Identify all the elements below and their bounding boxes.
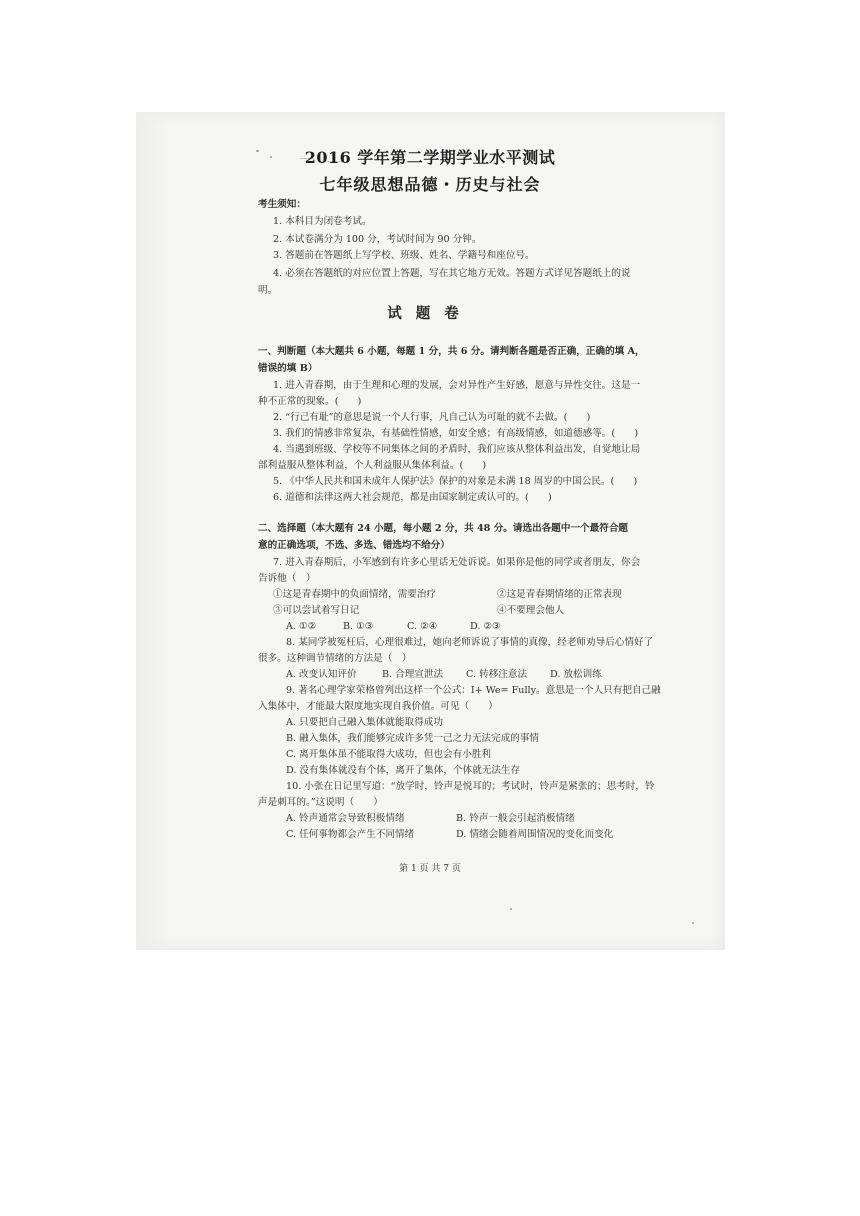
question-line: 9. 著名心理学家荣格曾列出这样一个公式：I+ We= Fully。意思是一个人只有把自己融 (286, 685, 661, 696)
section2-heading: 意的正确选项，不选、多选、错选均不给分） (258, 540, 450, 551)
section1-heading: 错误的填 B） (258, 363, 318, 374)
question-line: 3. 我们的情感非常复杂，有基础性情感，如安全感；有高级情感，如道德感等。( ) (273, 428, 639, 439)
answer-choice: B. ①③ (343, 621, 374, 632)
question-line: 很多。这种调节情绪的方法是（ ） (258, 653, 412, 664)
question-line: 部利益服从整体利益，个人利益服从集体利益。( ) (258, 460, 487, 471)
answer-choice: A. 只要把自己融入集体就能取得成功 (286, 717, 443, 728)
answer-choice: B. 合理宣泄法 (382, 669, 444, 680)
answer-choice: B. 铃声一般会引起消极情绪 (456, 813, 575, 824)
question-line: 10. 小张在日记里写道：“放学时，铃声是悦耳的；考试时，铃声是紧张的；思考时，铃 (286, 781, 655, 792)
answer-choice: C. 任何事物都会产生不同情绪 (286, 829, 415, 840)
question-line: 1. 进入青春期，由于生理和心理的发展，会对异性产生好感，愿意与异性交往。这是一 (273, 380, 641, 391)
option-line: ①这是青春期中的负面情绪，需要治疗 (273, 589, 437, 600)
answer-choice: D. 情绪会随着周围情况的变化而变化 (456, 829, 614, 840)
exam-title: 2016 学年第二学期学业水平测试 (304, 148, 556, 167)
answer-choice: D. 没有集体就没有个体，离开了集体，个体就无法生存 (286, 765, 521, 776)
question-line: 4. 当遇到班级、学校等不同集体之间的矛盾时，我们应该从整体利益出发，自觉地让局 (273, 444, 641, 455)
question-line: 6. 道德和法律这两大社会规范，都是由国家制定或认可的。( ) (273, 492, 552, 503)
option-line: ③可以尝试着写日记 (273, 605, 360, 616)
answer-choice: B. 融入集体，我们能够完成许多凭一己之力无法完成的事情 (286, 733, 539, 744)
answer-choice: D. 放松训练 (550, 669, 602, 680)
question-line: 种不正常的现象。( ) (258, 396, 362, 407)
section1-heading: 一、判断题（本大题共 6 小题，每题 1 分，共 6 分。请判断各题是否正确，正确的填 A， (258, 346, 645, 357)
notice-item: 2. 本试卷满分为 100 分，考试时间为 90 分钟。 (273, 234, 482, 245)
notice-item: 明。 (258, 285, 278, 296)
answer-choice: A. 改变认知评价 (286, 669, 357, 680)
answer-choice: A. 铃声通常会导致积极情绪 (286, 813, 405, 824)
option-line: ④不要理会他人 (497, 605, 565, 616)
notice-item: 1. 本科目为闭卷考试。 (273, 216, 372, 227)
scan-shadow (136, 112, 170, 950)
question-line: 5. 《中华人民共和国未成年人保护法》保护的对象是未满 18 周岁的中国公民。( ) (273, 476, 638, 487)
notice-item: 4. 必须在答题纸的对应位置上答题，写在其它地方无效。答题方式详见答题纸上的说 (273, 268, 631, 279)
question-line: 声是刺耳的。”这说明（ ） (258, 797, 383, 808)
answer-choice: C. 转移注意法 (466, 669, 528, 680)
answer-choice: C. ②④ (407, 621, 438, 632)
exam-subtitle: 七年级思想品德・历史与社会 (319, 175, 541, 194)
scan-noise (692, 922, 694, 924)
question-line: 入集体中，才能最大限度地实现自我价值。可见（ ） (258, 701, 498, 712)
notice-heading: 考生须知： (258, 199, 306, 210)
answer-choice: C. 离开集体虽不能取得大成功，但也会有小胜利 (286, 749, 491, 760)
option-line: ②这是青春期情绪的正常表现 (497, 589, 622, 600)
question-line: 8. 某同学被冤枉后，心理很难过，她向老师诉说了事情的真像，经老师劝导后心情好了 (286, 637, 654, 648)
notice-item: 3. 答题前在答题纸上写学校、班级、姓名、学籍号和座位号。 (273, 250, 535, 261)
question-line: 7. 进入青春期后，小军感到有许多心里话无处诉说。如果你是他的同学或者朋友，你会 (273, 557, 641, 568)
page-number: 第 1 页 共 7 页 (399, 864, 461, 874)
answer-choice: A. ①② (286, 621, 317, 632)
paper-title: 试题卷 (387, 305, 473, 322)
scan-noise (510, 908, 512, 910)
section2-heading: 二、选择题（本大题有 24 小题，每小题 2 分，共 48 分。请选出各题中一个最符合题 (258, 523, 629, 534)
question-line: 告诉他（ ） (258, 573, 316, 584)
answer-choice: D. ②③ (470, 621, 501, 632)
question-line: 2. “行己有耻”的意思是说一个人行事，凡自己认为可耻的就不去做。( ) (273, 412, 591, 423)
